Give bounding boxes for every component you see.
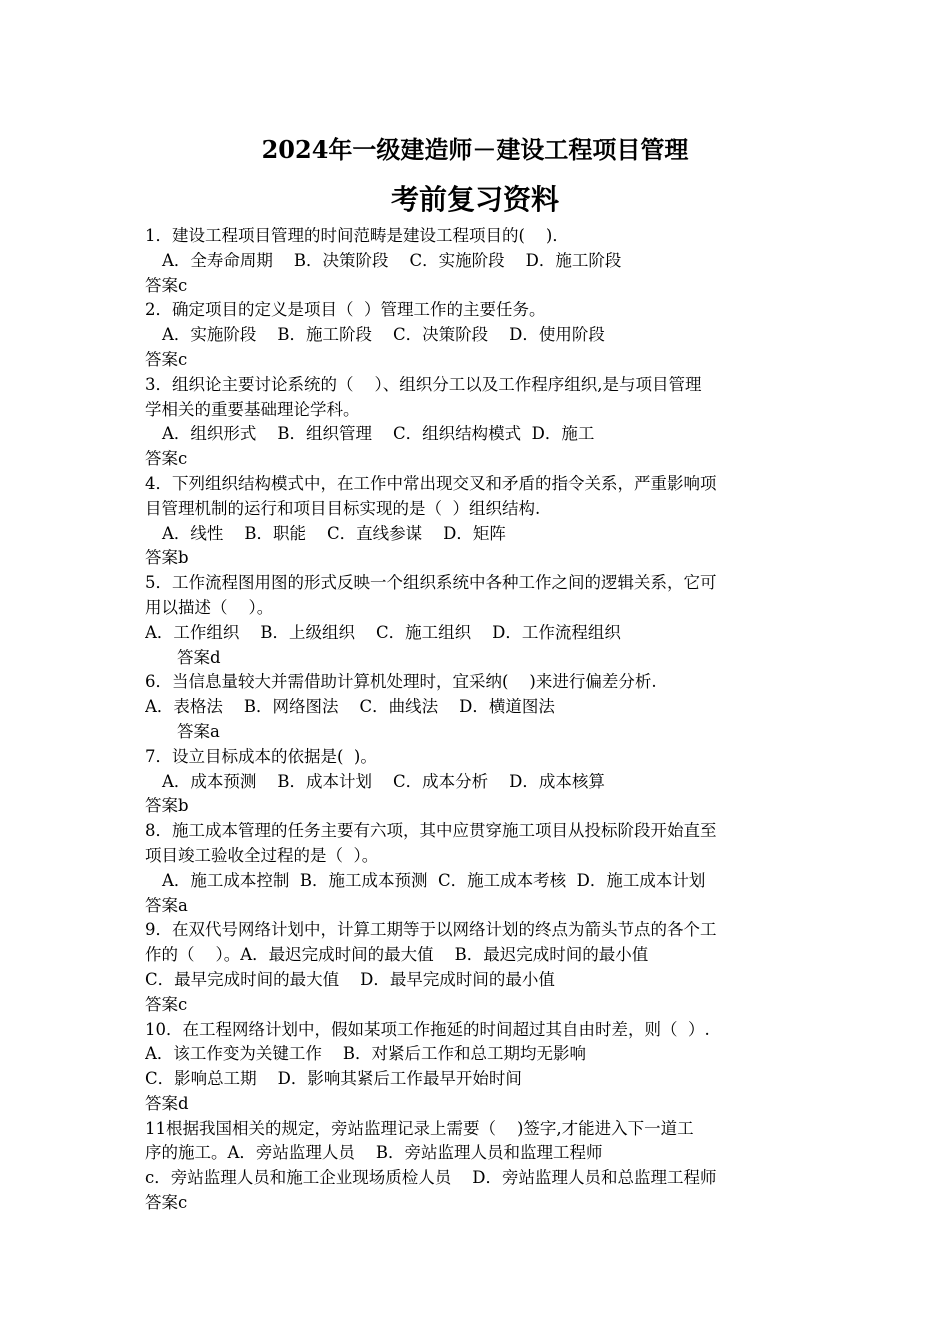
options-line: C．影响总工期 D．影响其紧后工作最早开始时间 — [145, 1069, 522, 1089]
document-title: 2024年一级建造师－建设工程项目管理 — [261, 135, 689, 164]
options-line: A．组织形式 B．组织管理 C．组织结构模式 D．施工 — [162, 424, 595, 444]
question-line: 9．在双代号网络计划中，计算工期等于以网络计划的终点为箭头节点的各个工 — [145, 920, 717, 940]
options-line: C．最早完成时间的最大值 D．最早完成时间的最小值 — [145, 969, 555, 989]
options-line: A．全寿命周期 B．决策阶段 C．实施阶段 D．施工阶段 — [162, 250, 622, 270]
answer-line: 答案d — [145, 1093, 189, 1113]
options-line: A．线性 B．职能 C．直线参谋 D．矩阵 — [162, 523, 506, 543]
question-line: 11根据我国相关的规定，旁站监理记录上需要（ )签字,才能进入下一道工 — [145, 1118, 694, 1138]
question-line: 6．当信息量较大并需借助计算机处理时，宜采纳( )来进行偏差分析. — [145, 672, 657, 692]
question-line: 5．工作流程图用图的形式反映一个组织系统中各种工作之间的逻辑关系，它可 — [145, 573, 717, 593]
question-line: 目管理机制的运行和项目目标实现的是（ ）组织结构. — [145, 498, 541, 518]
question-line: 4．下列组织结构模式中，在工作中常出现交叉和矛盾的指令关系，严重影响项 — [145, 473, 717, 493]
answer-line: 答案c — [145, 349, 188, 369]
document-subtitle: 考前复习资料 — [390, 183, 559, 216]
options-line: A．表格法 B．网络图法 C．曲线法 D．横道图法 — [145, 697, 555, 717]
question-line: 学相关的重要基础理论学科。 — [145, 399, 360, 419]
options-line: A．工作组织 B．上级组织 C．施工组织 D．工作流程组织 — [145, 622, 621, 642]
question-line: 10．在工程网络计划中，假如某项工作拖延的时间超过其自由时差，则（ ）. — [145, 1019, 710, 1039]
question-line: 7．设立目标成本的依据是( )。 — [145, 746, 377, 766]
question-line: 3．组织论主要讨论系统的（ ）、组织分工以及工作程序组织,是与项目管理 — [145, 374, 702, 394]
question-line: 项目竣工验收全过程的是（ ）。 — [145, 845, 379, 865]
answer-line: 答案c — [145, 449, 188, 469]
answer-line: 答案a — [177, 721, 220, 741]
options-line: A．该工作变为关键工作 B．对紧后工作和总工期均无影响 — [145, 1044, 587, 1064]
answer-line: 答案c — [145, 1193, 188, 1213]
question-line: 用以描述（ ）。 — [145, 597, 274, 617]
question-list — [145, 224, 810, 1216]
question-line: 1．建设工程项目管理的时间范畴是建设工程项目的( )． — [145, 226, 569, 245]
answer-line: 答案b — [145, 796, 189, 816]
answer-line: 答案c — [145, 275, 188, 295]
question-line: 2．确定项目的定义是项目（ ）管理工作的主要任务。 — [145, 300, 546, 320]
answer-line: 答案c — [145, 994, 188, 1014]
question-line: 序的施工。A．旁站监理人员 B．旁站监理人员和监理工程师 — [145, 1143, 603, 1163]
options-line: A．施工成本控制 B．施工成本预测 C．施工成本考核 D．施工成本计划 — [162, 870, 706, 890]
question-line: 8．施工成本管理的任务主要有六项，其中应贯穿施工项目从投标阶段开始直至 — [145, 821, 717, 841]
answer-line: 答案a — [145, 895, 188, 915]
answer-line: 答案b — [145, 548, 189, 568]
options-line: A．实施阶段 B．施工阶段 C．决策阶段 D．使用阶段 — [162, 325, 605, 345]
options-line: A．成本预测 B．成本计划 C．成本分析 D．成本核算 — [162, 771, 605, 791]
question-line: 作的（ ）。A．最迟完成时间的最大值 B．最迟完成时间的最小值 — [145, 945, 649, 965]
answer-line: 答案d — [177, 647, 221, 667]
options-line: c．旁站监理人员和施工企业现场质检人员 D．旁站监理人员和总监理工程师 — [145, 1168, 717, 1188]
